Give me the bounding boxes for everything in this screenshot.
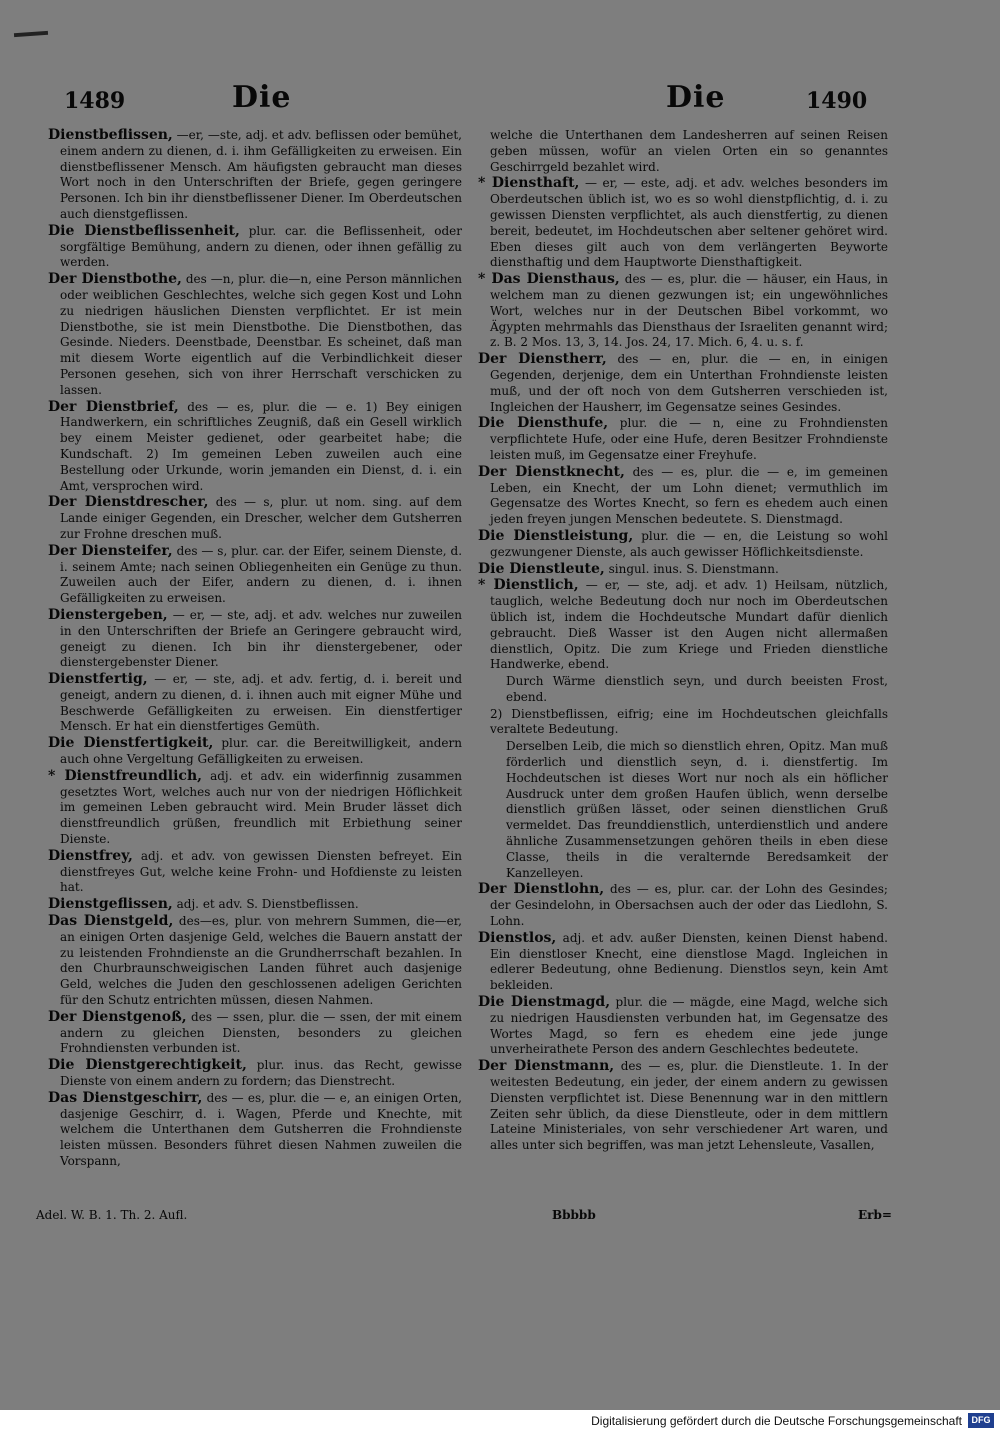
dictionary-entry <box>478 1059 888 1154</box>
dictionary-entry <box>48 1010 462 1057</box>
signature-mark: Bbbbb <box>552 1208 596 1222</box>
dictionary-entry <box>478 739 888 881</box>
entry-headword: * Dienstfreundlich, <box>48 767 203 784</box>
dictionary-entry <box>478 352 888 415</box>
dictionary-entry <box>478 272 888 351</box>
entry-definition: plur. die — en, die Leistung so wohl gezwungener Dienste, als auch gewisser Höflichkeitsdienste. <box>490 528 889 559</box>
entry-definition: des — es, plur. die — häuser, ein Haus, in welchem man zu dienen gezwungen ist; ein ungewöhnliches Wort, welches nur in der Deutschen Bibel vorkommt, wo Ägypten mehrmahls das Diensthaus der Israeliten genannt wird; z. B. 2 Mos. 13, 3, 14. Jos. 24, 17. Mich. 6, 4. u. s. f. <box>490 272 888 350</box>
entry-headword: Die Diensthufe, <box>478 415 609 432</box>
dictionary-entry <box>478 995 888 1058</box>
entry-definition: Derselben Leib, die mich so dienstlich ehren, Opitz. Man muß förderlich und dienstlich seyn, d. i. dienstfertig. Im Hochdeutschen ist dieses Wort nur noch als ein höflicher Ausdruck unter dem großen Haufen üblich, wenn derselbe dienstlich grüßen lässet, oder seinen dienstlichen Gruß vermeldet. Das freunddienstlich, unterdienstlich und andere ähnliche Zusammensetzungen gehören theils in eben diese Classe, theils in die veralternde Beredsamkeit der Kanzelleyen. <box>506 739 888 880</box>
printer-signature: Adel. W. B. 1. Th. 2. Aufl. <box>36 1208 188 1222</box>
dictionary-entry <box>48 897 462 913</box>
entry-headword: Dienstergeben, <box>48 606 168 623</box>
dictionary-entry <box>48 128 462 223</box>
entry-headword: Der Dienstbothe, <box>48 271 182 288</box>
dictionary-entry <box>48 495 462 542</box>
entry-definition: plur. car. die Bereitwilligkeit, andern auch ohne Vergeltung Gefälligkeiten zu erweisen. <box>60 736 463 767</box>
entry-definition: des — es, plur. die — e, an einigen Orten, dasjenige Geschirr, d. i. Wagen, Pferde und Knechte, mit welchem die Unterthanen dem Gutsherren die Frohndienste leisten müssen. Besonders führet diesen Nahmen zuweilen die Vorspann, <box>60 1090 462 1168</box>
right-column <box>478 128 888 1155</box>
page-number-right: 1490 <box>806 88 868 114</box>
corner-mark <box>14 31 48 37</box>
entry-headword: Der Dienstlohn, <box>478 881 605 898</box>
running-head-left: Die <box>232 80 292 115</box>
dictionary-entry <box>478 707 888 739</box>
entry-definition: — er, — este, adj. et adv. welches besonders im Oberdeutschen üblich ist, wo es so wohl dienstpflichtig, d. i. zu gewissen Diensten verpflichtet, als auch dienstfertig, zu dienen bereit, bedeutet, im Hochdeutschen aber seltener gehöret wird. Eben dieses gilt auch von dem verlängerten Beyworte diensthaftig und dem Hauptworte Diensthaftigkeit. <box>490 176 888 270</box>
dictionary-entry <box>48 1058 462 1090</box>
dictionary-entry <box>48 849 462 896</box>
entry-headword: * Diensthaft, <box>478 175 580 192</box>
entry-definition: adj. et adv. S. Dienstbeflissen. <box>172 897 359 912</box>
catchword: Erb= <box>858 1208 892 1222</box>
dfg-logo-icon: DFG <box>968 1413 994 1428</box>
dictionary-entry <box>478 562 888 578</box>
entry-headword: * Das Diensthaus, <box>478 271 620 288</box>
entry-definition: plur. die — n, eine zu Frohndiensten verpflichtete Hufe, oder eine Hufe, deren Besitzer Frohndienste leisten muß, im Gegensatze einer Freyhufe. <box>490 416 888 462</box>
entry-definition: plur. car. die Beflissenheit, oder sorgfältige Bemühung, andern zu dienen, oder ihnen gefällig zu werden. <box>60 223 463 270</box>
entry-headword: Dienstlos, <box>478 929 557 946</box>
dictionary-entry <box>48 400 462 495</box>
entry-definition: des—es, plur. von mehrern Summen, die—er, an einigen Orten dasjenige Geld, welches die Bauern anstatt der zu leistenden Frohndienste an die Grundherrschaft bezahlen. In den Churbraunschweigischen Landen führet auch dasjenige Geld, welches die Juden den geschlossenen adeligen Gerichten für den Schutz entrichten müssen, diesen Nahmen. <box>60 914 462 1008</box>
dictionary-entry <box>478 465 888 528</box>
running-head-right: Die <box>666 80 726 115</box>
entry-definition: — er, — ste, adj. et adv. welches nur zuweilen in den Unterschriften der Briefe an Geringere gebraucht wird, geneigt zu dienen. Ich bin ihr dienstergebener, oder dienstergebenster Diener. <box>60 607 462 670</box>
dictionary-entry <box>478 882 888 929</box>
footer-credit: Digitalisierung gefördert durch die Deutsche Forschungsgemeinschaft <box>591 1414 962 1428</box>
entry-headword: Die Dienstleistung, <box>478 527 634 544</box>
dictionary-entry <box>48 914 462 1009</box>
entry-headword: Die Dienstleute, <box>478 560 605 577</box>
entry-headword: Der Dienstdrescher, <box>48 494 209 511</box>
page-number-left: 1489 <box>64 88 126 114</box>
entry-definition: adj. et adv. ein widerfinnig zusammen gesetztes Wort, welches auch nur von der niedrigen Höflichkeit im gemeinen Leben gebraucht wird. Mein Bruder lässet dich dienstfreundlich grüßen, freundlich mit Erbiethung seiner Dienste. <box>60 768 462 847</box>
dictionary-entry <box>478 931 888 994</box>
left-column <box>48 128 462 1171</box>
entry-headword: Der Dienstbrief, <box>48 398 179 415</box>
entry-headword: * Dienstlich, <box>478 577 579 594</box>
footer-bar <box>0 1410 1000 1432</box>
entry-definition: des — es, plur. die — e. 1) Bey einigen Handwerkern, ein schriftliches Zeugniß, daß ein Gesell wirklich bey einem Meister gedienet, oder gearbeitet habe; die Kundschaft. 2) Im gemeinen Leben zuweilen auch eine Bestellung oder Urkunde, worin jemanden ein Dienst, d. i. ein Amt, versprochen wird. <box>60 399 463 493</box>
dictionary-entry <box>48 224 462 271</box>
entry-definition: adj. et adv. außer Diensten, keinen Dienst habend. Ein dienstloser Knecht, eine dienstlose Magd. Ingleichen in edlerer Bedeutung, ohne Bedienung. Dienstlos seyn, kein Amt bekleiden. <box>490 930 888 993</box>
entry-headword: Das Dienstgeld, <box>48 913 174 930</box>
entry-definition: des — ssen, plur. die — ssen, der mit einem andern zu gleichen Diensten, besonders zu gleichen Frohndiensten verbunden ist. <box>60 1009 462 1056</box>
dictionary-entry <box>478 578 888 673</box>
entry-definition: des — s, plur. ut nom. sing. auf dem Lande einiger Gegenden, ein Drescher, welcher dem Gutsherren zur Frohne dreschen muß. <box>60 495 462 541</box>
entry-headword: Dienstfrey, <box>48 847 133 864</box>
dictionary-entry <box>478 176 888 271</box>
dictionary-entry <box>478 529 888 561</box>
entry-headword: Der Dienstherr, <box>478 351 607 368</box>
dictionary-entry <box>478 674 888 706</box>
entry-definition: Durch Wärme dienstlich seyn, und durch beeisten Frost, ebend. <box>506 674 888 704</box>
entry-headword: Das Dienstgeschirr, <box>48 1089 203 1106</box>
entry-definition: des — es, plur. die Dienstleute. 1. In der weitesten Bedeutung, ein jeder, der einem andern zu gewissen Diensten verpflichtet ist. Diese Benennung war in den mittlern Zeiten sehr üblich, da diese Dienstleute, oder in dem mittlern Lateine Ministeriales, von sehr verschiedener Art waren, und alles unter sich begriffen, was man jetzt Lehensleute, Vasallen, <box>490 1059 888 1153</box>
entry-definition: singul. inus. S. Dienstmann. <box>604 561 779 576</box>
entry-definition: —er, —ste, adj. et adv. beflissen oder bemühet, einem andern zu dienen, d. i. ihm Gefälligkeiten zu erweisen. Ein dienstbeflissener Mensch. Am häufigsten gebraucht man dieses Wort noch in den Unterschriften der Briefe, gegen geringere Personen. Ich bin ihr dienstbeflissener Diener. Im Oberdeutschen auch dienstgeflissen. <box>60 128 462 221</box>
dictionary-entry <box>478 416 888 463</box>
entry-definition: plur. die — mägde, eine Magd, welche sich zu niedrigen Hausdiensten verbunden hat, im Gegensatze des Wortes Magd, so fern es ehedem eine jede junge unverheirathete Person des andern Geschlechtes bedeutete. <box>490 995 888 1057</box>
entry-definition: des — s, plur. car. der Eifer, seinem Dienste, d. i. seinem Amte; nach seinen Obliegenheiten ein Genüge zu thun. Zuweilen auch der Eifer, andern zu dienen, d. i. ihnen Gefälligkeiten zu erweisen. <box>60 543 463 606</box>
entry-headword: Der Dienstmann, <box>478 1058 615 1075</box>
entry-definition: des — en, plur. die — en, in einigen Gegenden, derjenige, dem ein Unterthan Frohndienste leisten muß, und der oft noch von dem Gutsherren verschieden ist, Ingleichen der Hausherr, im Gegensatze seines Gesindes. <box>490 352 889 414</box>
entry-definition: des — es, plur. car. der Lohn des Gesindes; der Gesindelohn, in Obersachsen auch der oder das Liedlohn, S. Lohn. <box>490 882 888 929</box>
entry-definition: des —n, plur. die—n, eine Person männlichen oder weiblichen Geschlechtes, welche sich gegen Kost und Lohn zu niedrigen häuslichen Diensten verpflichtet. Er ist mein Dienstbothe, sie ist mein Dienstbothe. Die Dienstbothen, das Gesinde. Nieders. Deenstbade, Deenstbar. Es scheinet, daß man mit diesem Worte eigentlich auf die Verbindlichkeit dieser Personen gesehen, sich von ihrer Herrschaft verschicken zu lassen. <box>60 272 463 397</box>
entry-headword: Die Dienstfertigkeit, <box>48 735 214 752</box>
entry-headword: Der Dienstknecht, <box>478 463 625 480</box>
dictionary-entry <box>48 1091 462 1170</box>
entry-headword: Die Dienstmagd, <box>478 994 611 1011</box>
entry-headword: Der Dienstgenoß, <box>48 1008 187 1025</box>
entry-definition: adj. et adv. von gewissen Diensten befreyet. Ein dienstfreyes Gut, welche keine Frohn- und Hofdienste zu leisten hat. <box>60 848 462 895</box>
dictionary-entry <box>48 736 462 768</box>
entry-definition: plur. inus. das Recht, gewisse Dienste von einem andern zu fordern; das Dienstrecht. <box>60 1058 462 1089</box>
entry-headword: Der Diensteifer, <box>48 542 173 559</box>
entry-headword: Dienstgeflissen, <box>48 896 173 913</box>
entry-headword: Dienstfertig, <box>48 671 148 688</box>
entry-definition: welche die Unterthanen dem Landesherren auf seinen Reisen geben müssen, wofür an vielen Orten ein so genanntes Geschirrgeld bezahlet wird. <box>490 128 888 174</box>
entry-definition: des — es, plur. die — e, im gemeinen Leben, ein Knecht, der um Lohn dienet; vermuthlich im Gegensatze des Wortes Knecht, so fern es ehedem auch einen jeden freyen jungen Menschen bedeutete. S. Dienstmagd. <box>490 464 888 527</box>
entry-headword: Die Dienstbeflissenheit, <box>48 222 240 239</box>
entry-headword: Dienstbeflissen, <box>48 127 173 143</box>
entry-definition: — er, — ste, adj. et adv. 1) Heilsam, nützlich, tauglich, welche Bedeutung doch nur noch im Oberdeutschen üblich ist, indem die Hochdeutsche Mundart dafür dienlich gebraucht. Dieß Wasser ist den Augen nicht allermaßen dienstlich, Opitz. Die zum Kriege und Frieden dienstliche Handwerke, ebend. <box>490 578 889 672</box>
entry-definition: — er, — ste, adj. et adv. fertig, d. i. bereit und geneigt, andern zu dienen, d. i. ihnen auch mit eigner Mühe und Beschwerde Gefälligkeiten zu erweisen. Ein dienstfertiger Mensch. Er hat ein dienstfertiges Gemüth. <box>60 672 462 734</box>
dictionary-entry <box>48 272 462 398</box>
dictionary-entry <box>48 769 462 848</box>
dictionary-entry <box>48 672 462 735</box>
dictionary-entry <box>478 128 888 175</box>
entry-headword: Die Dienstgerechtigkeit, <box>48 1057 247 1074</box>
dictionary-entry <box>48 608 462 671</box>
dictionary-entry <box>48 544 462 607</box>
entry-definition: 2) Dienstbeflissen, eifrig; eine im Hochdeutschen gleichfalls veraltete Bedeutung. <box>490 706 888 737</box>
